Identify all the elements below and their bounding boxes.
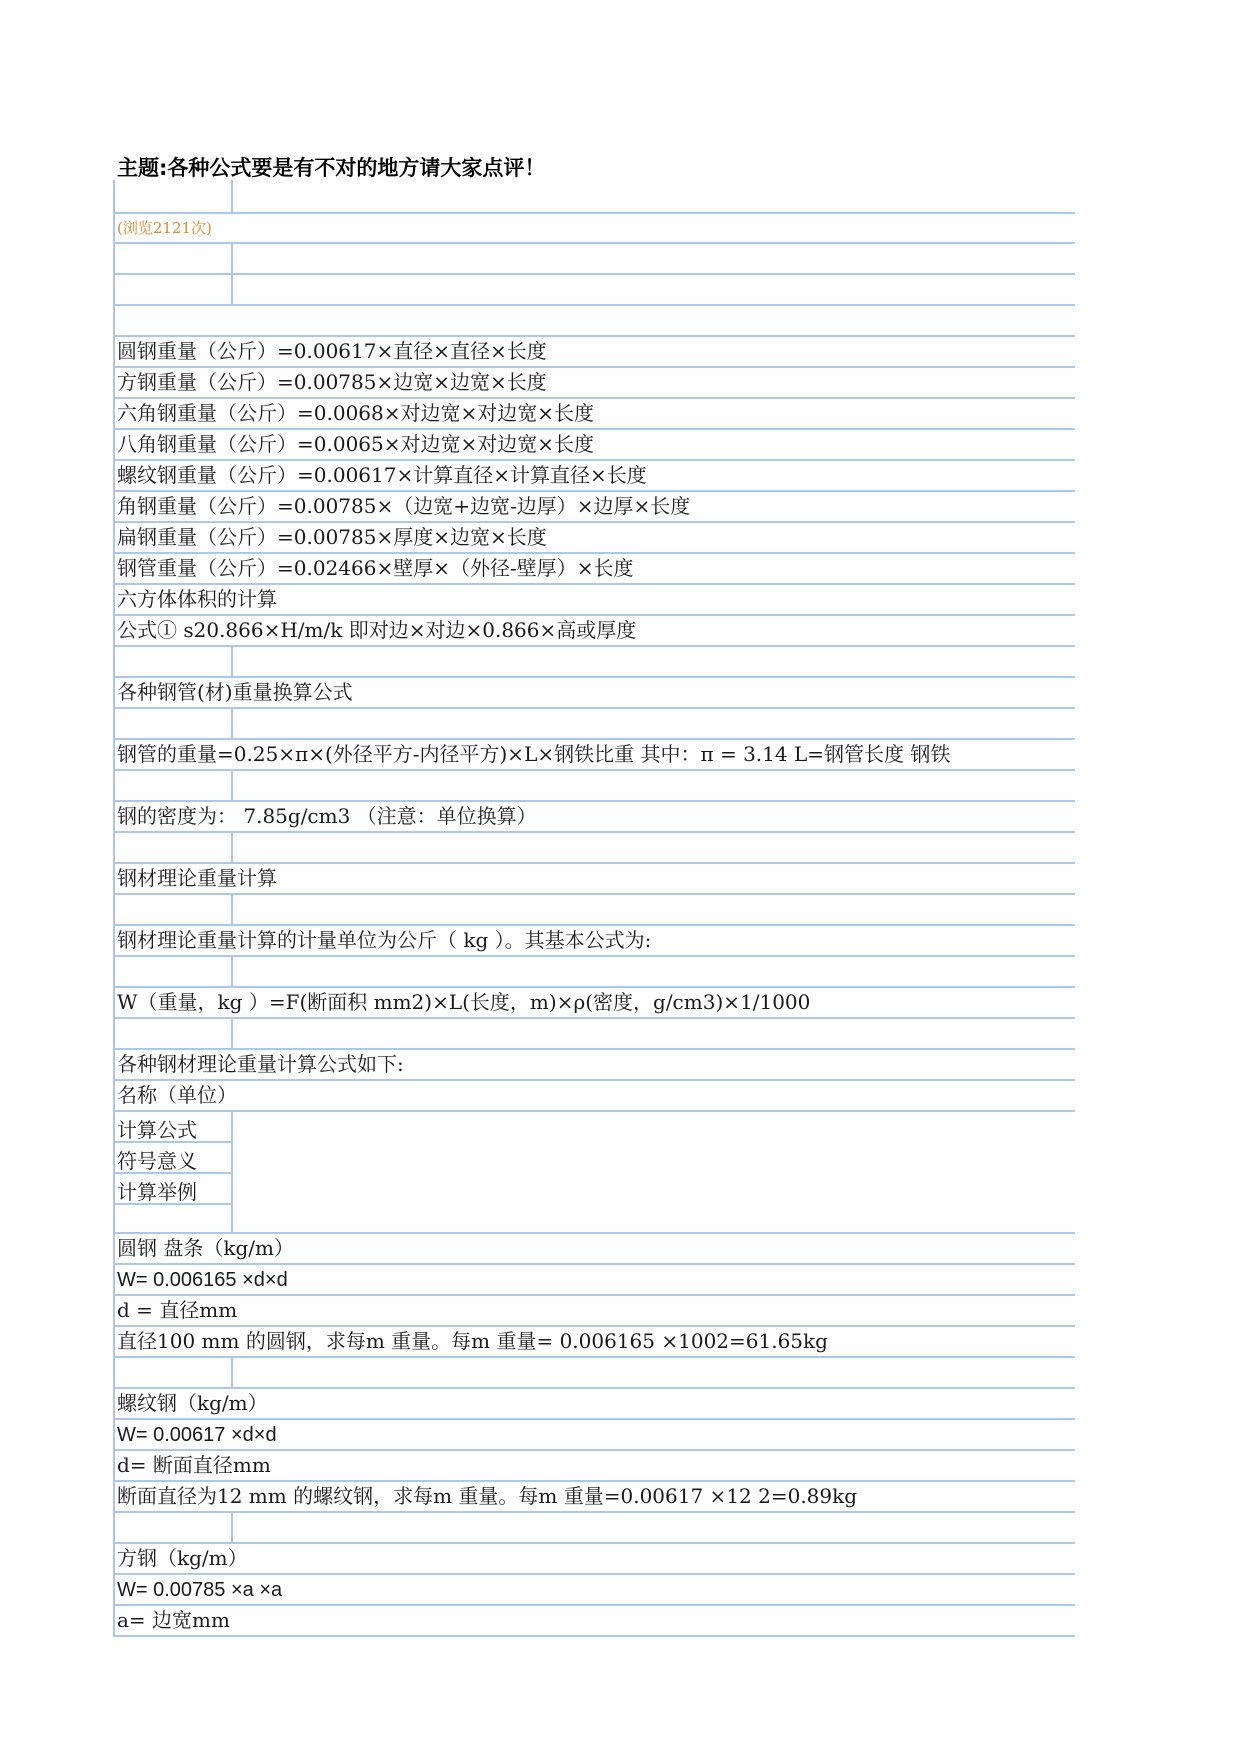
formula-row — [113, 430, 1075, 461]
formula-hex-steel: 六角钢重量（公斤）=0.0068×对边宽×对边宽×长度 — [117, 401, 595, 425]
formula-rebar: 螺纹钢重量（公斤）=0.00617×计算直径×计算直径×长度 — [117, 463, 647, 487]
formula-oct-steel: 八角钢重量（公斤）=0.0065×对边宽×对边宽×长度 — [117, 432, 595, 456]
item-row — [113, 1327, 1075, 1358]
item-rebar-formula: W= 0.00617 ×d×d — [117, 1424, 277, 1446]
empty-row — [113, 895, 1075, 926]
column-meaning: 符号意义 — [117, 1149, 197, 1173]
item-row — [113, 1265, 1075, 1296]
item-row — [113, 1482, 1075, 1513]
item-rebar-meaning: d= 断面直径mm — [117, 1453, 271, 1477]
column-example: 计算举例 — [117, 1180, 197, 1204]
view-count: (浏览2121次) — [117, 219, 212, 237]
section-pipe-title: 各种钢管(材)重量换算公式 — [117, 680, 353, 704]
views-row — [113, 214, 1075, 244]
empty-row — [113, 275, 1075, 306]
item-row — [113, 1544, 1075, 1575]
empty-row — [113, 957, 1075, 988]
item-row — [113, 1420, 1075, 1451]
formula-round-steel: 圆钢重量（公斤）=0.00617×直径×直径×长度 — [117, 339, 547, 363]
header-subcolumns — [113, 1112, 1075, 1234]
formula-square-steel: 方钢重量（公斤）=0.00785×边宽×边宽×长度 — [117, 370, 547, 394]
item-row — [113, 1575, 1075, 1606]
item-round-meaning: d = 直径mm — [117, 1298, 238, 1322]
formula-row — [113, 368, 1075, 399]
formula-row — [113, 461, 1075, 492]
empty-row — [113, 833, 1075, 864]
item-row — [113, 1296, 1075, 1327]
formula-steel-pipe: 钢管重量（公斤）=0.02466×壁厚×（外径-壁厚）×长度 — [117, 556, 634, 580]
item-square-name: 方钢（kg/m） — [117, 1546, 248, 1570]
formula-row — [113, 399, 1075, 430]
list-intro: 各种钢材理论重量计算公式如下: — [117, 1052, 404, 1076]
item-square-formula: W= 0.00785 ×a ×a — [117, 1579, 283, 1601]
section-row — [113, 1050, 1075, 1081]
empty-row — [113, 771, 1075, 802]
item-round-example: 直径100 mm 的圆钢，求每m 重量。每m 重量= 0.006165 ×1002=61.65kg — [117, 1329, 828, 1353]
hex-volume-title: 六方体体积的计算 — [117, 587, 277, 611]
formula-angle-steel: 角钢重量（公斤）=0.00785×（边宽+边宽-边厚）×边厚×长度 — [117, 494, 691, 518]
item-row — [113, 1234, 1075, 1265]
page-title: 主题:各种公式要是有不对的地方请大家点评！ — [117, 156, 546, 180]
section-row — [113, 802, 1075, 833]
empty-row — [113, 1019, 1075, 1050]
formula-row — [113, 523, 1075, 554]
steel-density: 钢的密度为： 7.85g/cm3 （注意：单位换算） — [117, 804, 537, 828]
column-formula: 计算公式 — [117, 1118, 197, 1142]
spreadsheet-grid — [113, 180, 1075, 1637]
formula-row — [113, 337, 1075, 368]
item-row — [113, 1389, 1075, 1420]
section-row — [113, 740, 1075, 771]
item-rebar-example: 断面直径为12 mm 的螺纹钢，求每m 重量。每m 重量=0.00617 ×12 2=0.89kg — [117, 1484, 858, 1508]
formula-row — [113, 585, 1075, 616]
empty-row — [113, 180, 1075, 214]
theory-title: 钢材理论重量计算 — [117, 866, 277, 890]
item-square-meaning: a= 边宽mm — [117, 1608, 230, 1632]
empty-row — [113, 647, 1075, 678]
theory-unit: 钢材理论重量计算的计量单位为公斤（ kg ）。其基本公式为: — [117, 928, 652, 952]
empty-row — [113, 244, 1075, 275]
empty-row — [113, 306, 1075, 337]
section-row — [113, 988, 1075, 1019]
pipe-weight-formula: 钢管的重量=0.25×π×(外径平方-内径平方)×L×钢铁比重 其中：π = 3.14 L=钢管长度 钢铁 — [117, 742, 951, 766]
section-row — [113, 926, 1075, 957]
empty-row — [113, 1513, 1075, 1544]
formula-row — [113, 492, 1075, 523]
theory-formula: W（重量，kg ）=F(断面积 mm2)×L(长度，m)×ρ(密度，g/cm3)×1/1000 — [117, 990, 811, 1014]
section-row — [113, 864, 1075, 895]
section-row — [113, 678, 1075, 709]
item-rebar-name: 螺纹钢（kg/m） — [117, 1391, 268, 1415]
column-name: 名称（单位） — [117, 1083, 237, 1107]
item-round-name: 圆钢 盘条（kg/m） — [117, 1236, 294, 1260]
formula-row — [113, 616, 1075, 647]
item-round-formula: W= 0.006165 ×d×d — [117, 1269, 288, 1291]
item-row — [113, 1606, 1075, 1637]
hex-volume-formula: 公式① s20.866×H/m/k 即对边×对边×0.866×高或厚度 — [117, 618, 637, 642]
empty-row — [113, 709, 1075, 740]
empty-row — [113, 1358, 1075, 1389]
formula-row — [113, 554, 1075, 585]
formula-flat-steel: 扁钢重量（公斤）=0.00785×厚度×边宽×长度 — [117, 525, 547, 549]
header-row — [113, 1081, 1075, 1112]
item-row — [113, 1451, 1075, 1482]
